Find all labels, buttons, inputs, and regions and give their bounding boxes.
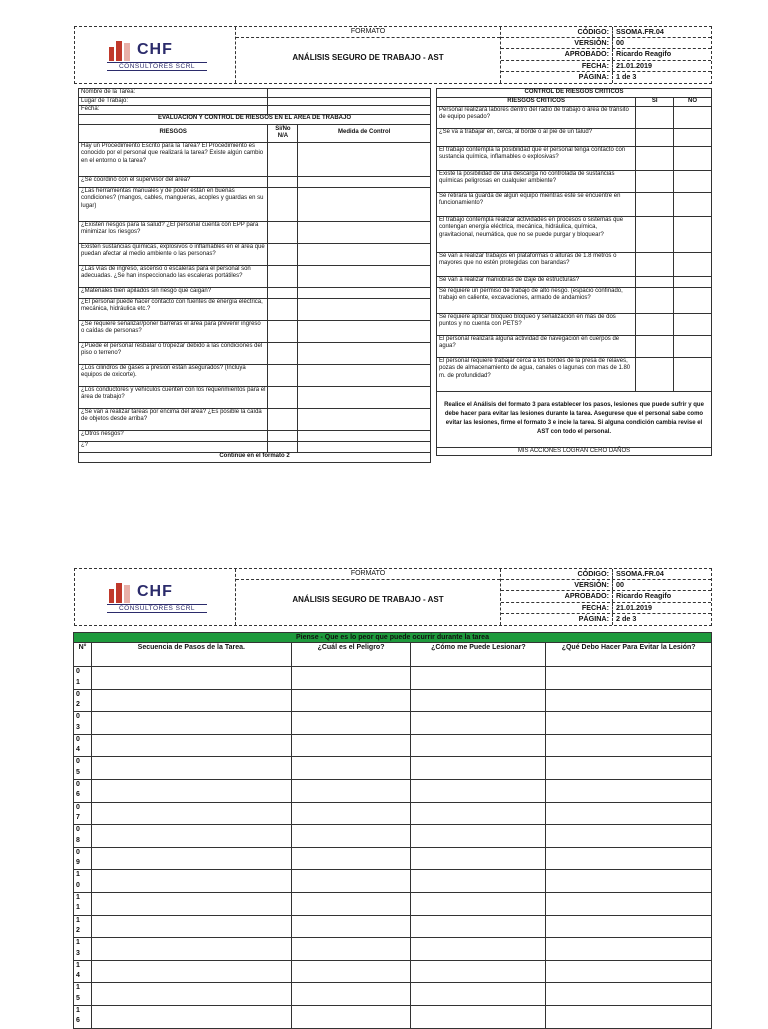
logo-word: CHF [137,41,173,58]
risk-measure[interactable] [298,287,431,298]
table-row [74,802,712,825]
crit-no-cell[interactable] [674,192,712,216]
crit-no-cell[interactable] [674,335,712,357]
risk-answer[interactable] [268,221,298,243]
document-title: ANÁLISIS SEGURO DE TRABAJO - AST [292,595,444,604]
version-label: VERSIÓN: [501,580,613,590]
risk-measure[interactable] [298,320,431,342]
risk-answer[interactable] [268,320,298,342]
injury-cell[interactable] [411,712,546,735]
crit-si-cell[interactable] [636,357,674,391]
step-sequence-cell[interactable] [91,960,291,983]
step-number: 1 2 [74,915,92,938]
logo-cell [75,27,236,83]
injury-cell[interactable] [411,779,546,802]
critical-item: Se requiere un permiso de trabajo de alto riesgo. (espacio confinado, trabajo en caliente, excavaciones, armado de andamios? [437,287,636,313]
risk-measure[interactable] [298,298,431,320]
col-no: NO [674,97,712,106]
injury-cell[interactable] [411,1005,546,1028]
fecha-label: FECHA: [501,603,613,613]
version-label: VERSIÓN: [501,38,613,48]
injury-cell[interactable] [411,734,546,757]
critical-item: Se van a realizar maniobras de izaje de estructuras? [437,276,636,287]
critical-item: Personal realizará labores dentro del radio de trabajo o área de tránsito de equipo pesado? [437,106,636,128]
step-number: 1 0 [74,870,92,893]
formato-label: FORMATO [236,27,500,38]
step-sequence-cell[interactable] [91,825,291,848]
hazard-cell[interactable] [291,779,411,802]
logo-bars-icon [109,581,137,603]
injury-cell[interactable] [411,802,546,825]
injury-cell[interactable] [411,825,546,848]
fecha-label: FECHA: [501,61,613,71]
hazard-cell[interactable] [291,689,411,712]
table-row [74,960,712,983]
field-value[interactable] [268,89,431,98]
eval-title: EVALUACION Y CONTROL DE RIESGOS EN EL AREA DE TRABAJO [79,114,431,124]
field-value[interactable] [268,97,431,106]
step-sequence-cell[interactable] [91,983,291,1006]
evaluation-table [78,88,431,463]
field-label: Fecha: [79,106,268,115]
prevention-cell[interactable] [546,689,712,712]
pagina-value: 1 de 3 [616,71,637,81]
crit-no-cell[interactable] [674,287,712,313]
hazard-cell[interactable] [291,667,411,690]
table-row [74,825,712,848]
step-number: 1 6 [74,1005,92,1028]
risk-answer[interactable] [268,287,298,298]
step-sequence-cell[interactable] [91,870,291,893]
risk-item: ¿Otros riesgos? [79,430,268,441]
hazard-cell[interactable] [291,892,411,915]
risk-answer[interactable] [268,408,298,430]
hazard-cell[interactable] [291,802,411,825]
step-sequence-cell[interactable] [91,667,291,690]
aprobado-label: APROBADO: [501,49,613,59]
step-sequence-cell[interactable] [91,847,291,870]
risk-answer[interactable] [268,265,298,287]
risk-measure[interactable] [298,221,431,243]
step-sequence-cell[interactable] [91,938,291,961]
risk-measure[interactable] [298,265,431,287]
prevention-cell[interactable] [546,667,712,690]
step-sequence-cell[interactable] [91,892,291,915]
critical-item: El trabajo contempla realizar actividades en procesos o sistemas que contengan energía eléctrica, mecánica, hidráulica, química, gravitacional, neumática, que no se puede purgar y bloquear? [437,216,636,252]
table-row [74,892,712,915]
prevention-cell[interactable] [546,825,712,848]
step-sequence-cell[interactable] [91,734,291,757]
risk-item: Existen sustancias químicas, explosivos o inflamables en el área que puedan afectar al medio ambiente o las personas? [79,243,268,265]
step-sequence-cell[interactable] [91,802,291,825]
chf-logo [107,579,207,617]
risk-answer[interactable] [268,298,298,320]
prevention-cell[interactable] [546,847,712,870]
critical-item: Se requiere aplicar bloqueo bloqueo y señalización en más de dos puntos y no cuenta con PETS? [437,313,636,335]
title-cell [236,27,501,83]
risk-measure[interactable] [298,386,431,408]
codigo-value: SSOMA.FR.04 [616,27,664,36]
step-number: 0 4 [74,734,92,757]
prevention-cell[interactable] [546,757,712,780]
title-cell [236,569,501,625]
critical-item: ¿Se va a trabajar en, cerca, al borde o al pie de un talud? [437,128,636,146]
pagina-label: PÁGINA: [501,614,613,625]
crit-si-cell[interactable] [636,313,674,335]
prevention-cell[interactable] [546,734,712,757]
table-row [74,870,712,893]
risk-measure[interactable] [298,342,431,364]
injury-cell[interactable] [411,960,546,983]
risk-item: ¿Se coordinó con el supervisor del área? [79,176,268,187]
risk-measure[interactable] [298,187,431,221]
crit-no-cell[interactable] [674,357,712,391]
steps-table [73,632,712,1029]
hazard-cell[interactable] [291,757,411,780]
risk-item: ¿El personal puede hacer contacto con fuentes de energía eléctrica, mecánica, hidráulica etc.? [79,298,268,320]
step-sequence-cell[interactable] [91,757,291,780]
hazard-cell[interactable] [291,712,411,735]
risk-item: ¿? [79,441,268,452]
logo-bars-icon [109,39,137,61]
risk-item: ¿Existen riesgos para la salud? ¿El personal cuenta con EPP para minimizar los riesgos? [79,221,268,243]
table-row [74,734,712,757]
step-number: 0 2 [74,689,92,712]
aprobado-value: Ricardo Reagifo [616,49,672,59]
prevention-cell[interactable] [546,983,712,1006]
formato-label: FORMATO [236,569,500,580]
step-number: 1 5 [74,983,92,1006]
crit-si-cell[interactable] [636,128,674,146]
chf-logo [107,37,207,75]
col-n: N° [74,643,92,667]
risk-measure[interactable] [298,408,431,430]
risk-item: ¿Se van a realizar tareas por encima del área? ¿Es posible la caída de objetos desde arriba? [79,408,268,430]
continue-note: Continúe en el formato 2 [79,452,431,462]
risk-answer[interactable] [268,142,298,176]
logo-cell [75,569,236,625]
risk-answer[interactable] [268,243,298,265]
version-value: 00 [616,580,624,590]
fecha-value: 21.01.2019 [616,602,652,612]
critical-item: Se van a realizar trabajos en plataformas o alturas de 1.8 metros o mayores que no estén protegidas con barandas? [437,252,636,276]
pagina-label: PÁGINA: [501,72,613,83]
risk-item: ¿Se requiere señalizar/poner barreras el área para prevenir ingreso o caídas de personas? [79,320,268,342]
prevention-cell[interactable] [546,870,712,893]
step-sequence-cell[interactable] [91,915,291,938]
crit-title: CONTROL DE RIESGOS CRITICOS [437,89,712,98]
prevention-cell[interactable] [546,1005,712,1028]
logo-sub: CONSULTORES SCRL [107,604,207,613]
version-value: 00 [616,38,624,48]
step-sequence-cell[interactable] [91,779,291,802]
col-si: SI [636,97,674,106]
step-number: 0 7 [74,802,92,825]
critical-item: El personal requiere trabajar cerca a los bordes de la presa de relaves, pozas de almacenamiento de agua, canales o lagunas con mas de 1.80 m. de profundidad? [437,357,636,391]
step-number: 0 9 [74,847,92,870]
crit-no-cell[interactable] [674,216,712,252]
table-row [74,1005,712,1028]
crit-no-cell[interactable] [674,252,712,276]
crit-si-cell[interactable] [636,192,674,216]
prevention-cell[interactable] [546,960,712,983]
risk-answer[interactable] [268,441,298,452]
risk-measure[interactable] [298,243,431,265]
risk-item: Hay un Procedimiento Escrito para la Tarea? El Procedimiento es conocido por el personal que realizará la tarea? Existe algún cambio en el entorno o la tarea? [79,142,268,176]
injury-cell[interactable] [411,667,546,690]
injury-cell[interactable] [411,938,546,961]
step-number: 0 6 [74,779,92,802]
step-number: 1 4 [74,960,92,983]
risk-measure[interactable] [298,364,431,386]
crit-no-cell[interactable] [674,106,712,128]
risk-answer[interactable] [268,430,298,441]
injury-cell[interactable] [411,915,546,938]
col-lesion: ¿Cómo me Puede Lesionar? [411,643,546,667]
step-sequence-cell[interactable] [91,1005,291,1028]
crit-no-cell[interactable] [674,146,712,170]
risk-measure[interactable] [298,441,431,452]
fecha-value: 21.01.2019 [616,60,652,70]
risk-measure[interactable] [298,142,431,176]
crit-si-cell[interactable] [636,252,674,276]
risk-item: ¿Los conductores y vehículos cuenten con los requerimientos para el área de trabajo? [79,386,268,408]
table-row [74,667,712,690]
crit-no-cell[interactable] [674,276,712,287]
aprobado-value: Ricardo Reagifo [616,591,672,601]
sheet-header-2 [74,568,712,626]
step-number: 0 5 [74,757,92,780]
hazard-cell[interactable] [291,915,411,938]
injury-cell[interactable] [411,892,546,915]
field-value[interactable] [268,106,431,115]
crit-no-cell[interactable] [674,128,712,146]
crit-sub: RIESGOS CRITICOS [437,97,636,106]
prevention-cell[interactable] [546,802,712,825]
table-row [74,689,712,712]
footer-slogan: MIS ACCIONES LOGRAN CERO DAÑOS [437,447,712,456]
steps-body [74,667,712,1029]
risk-answer[interactable] [268,176,298,187]
step-sequence-cell[interactable] [91,689,291,712]
prevention-cell[interactable] [546,938,712,961]
sheet-header-1 [74,26,712,84]
crit-si-cell[interactable] [636,335,674,357]
injury-cell[interactable] [411,870,546,893]
hazard-cell[interactable] [291,870,411,893]
risk-item: ¿Materiales bien apilados sin riesgo que caigan? [79,287,268,298]
critical-item: El trabajo contempla la posibilidad que el personal tenga contacto con sustancia química, inflamables o explosivas? [437,146,636,170]
step-number: 0 8 [74,825,92,848]
table-row [74,983,712,1006]
doc-info [501,27,711,83]
table-row [74,779,712,802]
codigo-value: SSOMA.FR.04 [616,569,664,578]
critical-item: Existe la posibilidad de una descarga no controlada de sustancias químicas peligrosas en cualquier ambiente? [437,170,636,192]
hazard-cell[interactable] [291,960,411,983]
step-number: 1 3 [74,938,92,961]
table-row [74,847,712,870]
field-label: Lugar de Trabajo: [79,97,268,106]
prevention-cell[interactable] [546,892,712,915]
table-row [74,915,712,938]
col-riesgos: RIESGOS [79,124,268,142]
document-title: ANÁLISIS SEGURO DE TRABAJO - AST [292,53,444,62]
hazard-cell[interactable] [291,1005,411,1028]
crit-si-cell[interactable] [636,216,674,252]
table-row [74,712,712,735]
crit-no-cell[interactable] [674,313,712,335]
risk-item: ¿Las herramientas manuales y de poder están en buenas condiciones? (mangos, cables, mangueras, acoples y guardas en su lugar) [79,187,268,221]
step-number: 1 1 [74,892,92,915]
col-peligro: ¿Cuál es el Peligro? [291,643,411,667]
critical-risk-table [436,88,712,456]
codigo-label: CÓDIGO: [501,27,613,37]
injury-cell[interactable] [411,983,546,1006]
col-medida: Medida de Control [298,124,431,142]
aprobado-label: APROBADO: [501,591,613,601]
risk-answer[interactable] [268,342,298,364]
critical-item: El personal realizará alguna actividad de navegación en cuerpos de agua? [437,335,636,357]
risk-answer[interactable] [268,187,298,221]
crit-si-cell[interactable] [636,146,674,170]
crit-no-cell[interactable] [674,170,712,192]
crit-si-cell[interactable] [636,287,674,313]
risk-item: ¿Los cilindros de gases a presión están asegurados? (Incluya equipos de oxicorte). [79,364,268,386]
hazard-cell[interactable] [291,983,411,1006]
pagina-value: 2 de 3 [616,613,637,623]
doc-info [501,569,711,625]
col-sino: Si/No N/A [268,124,298,142]
risk-measure[interactable] [298,430,431,441]
critical-item: Se retirara la guarda de algún equipo mientras este se encuentre en funcionamiento? [437,192,636,216]
col-evitar: ¿Qué Debo Hacer Para Evitar la Lesión? [546,643,712,667]
risk-measure[interactable] [298,176,431,187]
injury-cell[interactable] [411,847,546,870]
prevention-cell[interactable] [546,712,712,735]
prevention-cell[interactable] [546,915,712,938]
hazard-cell[interactable] [291,734,411,757]
table-row [74,757,712,780]
step-number: 0 3 [74,712,92,735]
hazard-cell[interactable] [291,825,411,848]
crit-si-cell[interactable] [636,106,674,128]
prevention-cell[interactable] [546,779,712,802]
step-sequence-cell[interactable] [91,712,291,735]
banner: Piense - Que es lo peor que puede ocurrir durante la tarea [74,633,712,643]
injury-cell[interactable] [411,689,546,712]
risk-item: ¿Las vías de ingreso, ascenso o escaleras para el personal son adecuadas. ¿Se han inspeccionado las escaleras portátiles? [79,265,268,287]
col-seq: Secuencia de Pasos de la Tarea. [91,643,291,667]
risk-answer[interactable] [268,386,298,408]
risk-answer[interactable] [268,364,298,386]
crit-si-cell[interactable] [636,276,674,287]
logo-word: CHF [137,583,173,600]
crit-si-cell[interactable] [636,170,674,192]
hazard-cell[interactable] [291,847,411,870]
step-number: 0 1 [74,667,92,690]
table-row [74,938,712,961]
hazard-cell[interactable] [291,938,411,961]
risk-item: ¿Puede el personal resbalar o tropezar debido a las condiciones del piso o terreno? [79,342,268,364]
codigo-label: CÓDIGO: [501,569,613,579]
field-label: Nombre de la Tarea: [79,89,268,98]
logo-sub: CONSULTORES SCRL [107,62,207,71]
instruction-note: Realice el Análisis del formato 3 para establecer los pasos, lesiones que puede sufrir y que debe hacer para evitar las lesiones durante la tarea. Asegurese que el personal sabe como evitar las lesiones, firme el formato 3 e incie la tarea. Si alguna condición cambia revise el AST con todo el personal. [437,391,712,447]
injury-cell[interactable] [411,757,546,780]
